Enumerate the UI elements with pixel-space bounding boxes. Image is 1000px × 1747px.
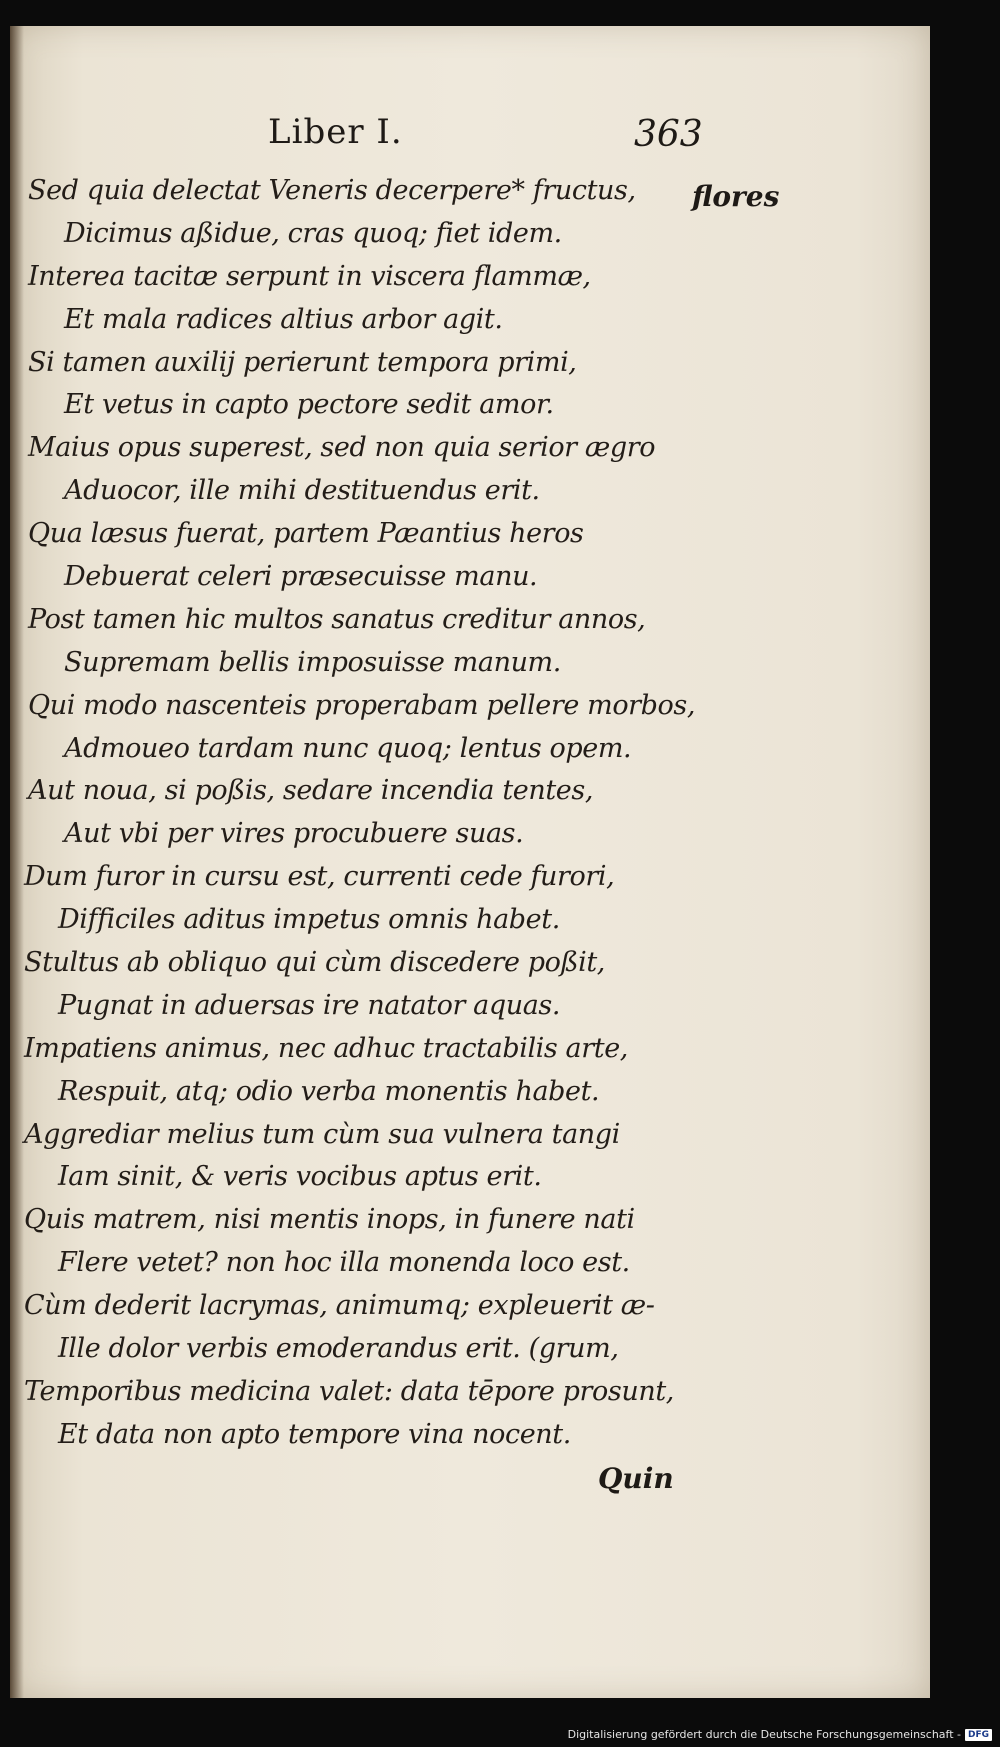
verse-line: Cùm dederit lacrymas, animumq; expleuerit æ- [24,1290,655,1322]
verse-line: Debuerat celeri præsecuisse manu. [64,561,538,593]
marginal-note: flores [692,180,780,213]
verse-line: Impatiens animus, nec adhuc tractabilis arte, [24,1032,628,1064]
catchword: Quin [598,1462,674,1495]
verse-line: Et data non apto tempore vina nocent. [58,1418,571,1450]
verse-line: Stultus ab obliquo qui cùm discedere poßit, [24,947,605,979]
verse-line: Si tamen auxilij perierunt tempora primi, [28,346,577,378]
credit-text: Digitalisierung gefördert durch die Deutsche Forschungsgemeinschaft - [567,1728,961,1741]
verse-line: Pugnat in aduersas ire natator aquas. [58,989,561,1021]
verse-line: Maius opus superest, sed non quia serior ægro [28,432,656,464]
verse-line: Aggrediar melius tum cùm sua vulnera tangi [24,1118,620,1150]
verse-line: Aduocor, ille mihi destituendus erit. [64,475,540,507]
verse-line: Et mala radices altius arbor agit. [64,303,503,335]
verse-line: Temporibus medicina valet: data tēpore prosunt, [24,1375,674,1407]
verse-line: Et vetus in capto pectore sedit amor. [64,389,554,421]
verse-line: Dicimus aßidue, cras quoq; fiet idem. [64,217,562,249]
page-number: 363 [634,114,703,155]
verse-line: Aut vbi per vires procubuere suas. [64,818,524,850]
verse-line: Flere vetet? non hoc illa monenda loco est. [58,1247,630,1279]
verse-block [0,170,900,1457]
verse-line: Qui modo nascenteis properabam pellere morbos, [28,689,696,721]
verse-line: Iam sinit, & veris vocibus aptus erit. [58,1161,542,1193]
verse-line: Ille dolor verbis emoderandus erit. (grum, [58,1333,619,1365]
verse-line: Difficiles aditus impetus omnis habet. [58,904,560,936]
verse-line: Respuit, atq; odio verba monentis habet. [58,1075,600,1107]
verse-line: Sed quia delectat Veneris decerpere* fructus, [28,175,636,206]
verse-line: Qua læsus fuerat, partem Pæantius heros [28,518,584,550]
verse-line: Supremam bellis imposuisse manum. [64,646,561,678]
verse-line: Interea tacitæ serpunt in viscera flammæ, [28,260,591,292]
digitization-credit [568,1728,992,1741]
verse-line: Quis matrem, nisi mentis inops, in funere nati [24,1204,635,1236]
dfg-logo: DFG [965,1729,992,1741]
verse-line: Post tamen hic multos sanatus creditur annos, [28,603,646,635]
running-head: Liber I. [268,112,403,152]
verse-line: Aut noua, si poßis, sedare incendia tentes, [28,775,594,807]
verse-line: Dum furor in cursu est, currenti cede furori, [24,861,615,893]
verse-line: Admoueo tardam nunc quoq; lentus opem. [64,732,632,764]
